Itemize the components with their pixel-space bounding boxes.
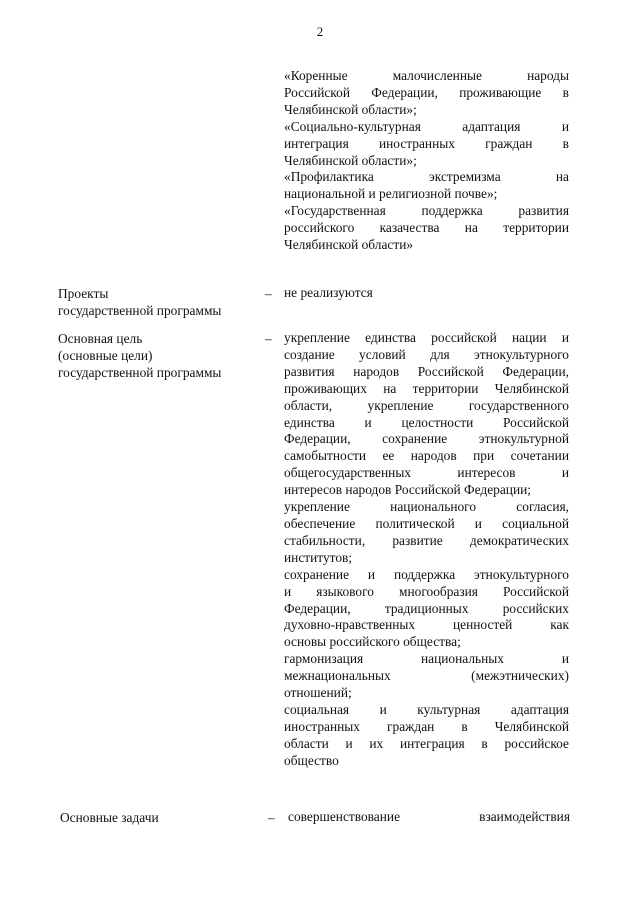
subprogram-line: интеграция иностранных граждан в	[284, 135, 569, 151]
projects-dash: –	[265, 286, 272, 301]
goals-label-line1: Основная цель	[58, 331, 143, 346]
goal-line: общегосударственных интересов и	[284, 465, 569, 481]
subprogram-line: «Государственная поддержка развития	[284, 203, 569, 219]
tasks-value	[288, 809, 570, 826]
goal-line: стабильности, развитие демократических	[284, 532, 569, 548]
subprogram-line: «Коренные малочисленные народы	[284, 68, 569, 83]
goal-line: обеспечение политической и социальной	[284, 515, 569, 531]
goal-line: проживающих на территории Челябинской	[284, 380, 569, 396]
goal-line: основы российского общества;	[284, 634, 461, 650]
goal-line: социальная и культурная адаптация	[284, 701, 569, 717]
goal-line: единства и целостности Российской	[284, 414, 569, 430]
subprogram-line: «Социально-культурная адаптация и	[284, 118, 569, 134]
goal-line: области, укрепление государственного	[284, 397, 569, 413]
goal-line: институтов;	[284, 549, 353, 565]
subprogram-line: Челябинской области»;	[284, 152, 417, 168]
projects-label-line2: государственной программы	[58, 303, 222, 318]
goal-line: развития народов Российской Федерации,	[284, 363, 569, 379]
goal-line: общество	[284, 752, 339, 768]
projects-label	[58, 285, 258, 319]
goals-label-line3: государственной программы	[58, 365, 222, 380]
goal-line: иностранных граждан в Челябинской	[284, 718, 569, 734]
goal-line: Федерации, традиционных российских	[284, 600, 569, 616]
goal-line: отношений;	[284, 685, 352, 701]
goals-label-line2: (основные цели)	[58, 348, 153, 363]
goal-line: сохранение и поддержка этнокультурного	[284, 566, 569, 582]
projects-value: не реализуются	[284, 285, 373, 300]
subprogram-line: Челябинской области»	[284, 237, 414, 253]
page-number: 2	[316, 24, 324, 39]
subprogram-line: «Профилактика экстремизма на	[284, 169, 569, 185]
subprogram-line: национальной и религиозной почве»;	[284, 186, 498, 202]
subprogram-line: Челябинской области»;	[284, 101, 417, 117]
goal-line: и языкового многообразия Российской	[284, 583, 569, 599]
tasks-value-text: совершенствование взаимодействия	[288, 809, 570, 824]
goals-label	[58, 330, 258, 381]
subprogram-line: российского казачества на территории	[284, 220, 569, 236]
goal-line: области и их интеграция в российское	[284, 735, 569, 751]
projects-label-line1: Проекты	[58, 286, 109, 301]
goal-line: межнациональных (межэтнических)	[284, 668, 569, 684]
goal-line: Федерации, сохранение этнокультурной	[284, 431, 569, 447]
subprograms-list	[284, 68, 569, 254]
subprogram-line: Российской Федерации, проживающие в	[284, 84, 569, 100]
goals-dash: –	[265, 331, 272, 346]
goal-line: гармонизация национальных и	[284, 651, 569, 667]
goal-line: самобытности ее народов при сочетании	[284, 448, 569, 464]
goal-line: интересов народов Российской Федерации;	[284, 482, 532, 498]
goal-line: укрепление единства российской нации и	[284, 330, 569, 345]
goals-text	[284, 330, 569, 770]
goal-line: духовно-нравственных ценностей как	[284, 617, 569, 633]
tasks-label: Основные задачи	[60, 810, 159, 825]
goal-line: создание условий для этнокультурного	[284, 346, 569, 362]
tasks-dash: –	[268, 810, 275, 825]
goal-line: укрепление национального согласия,	[284, 499, 569, 515]
